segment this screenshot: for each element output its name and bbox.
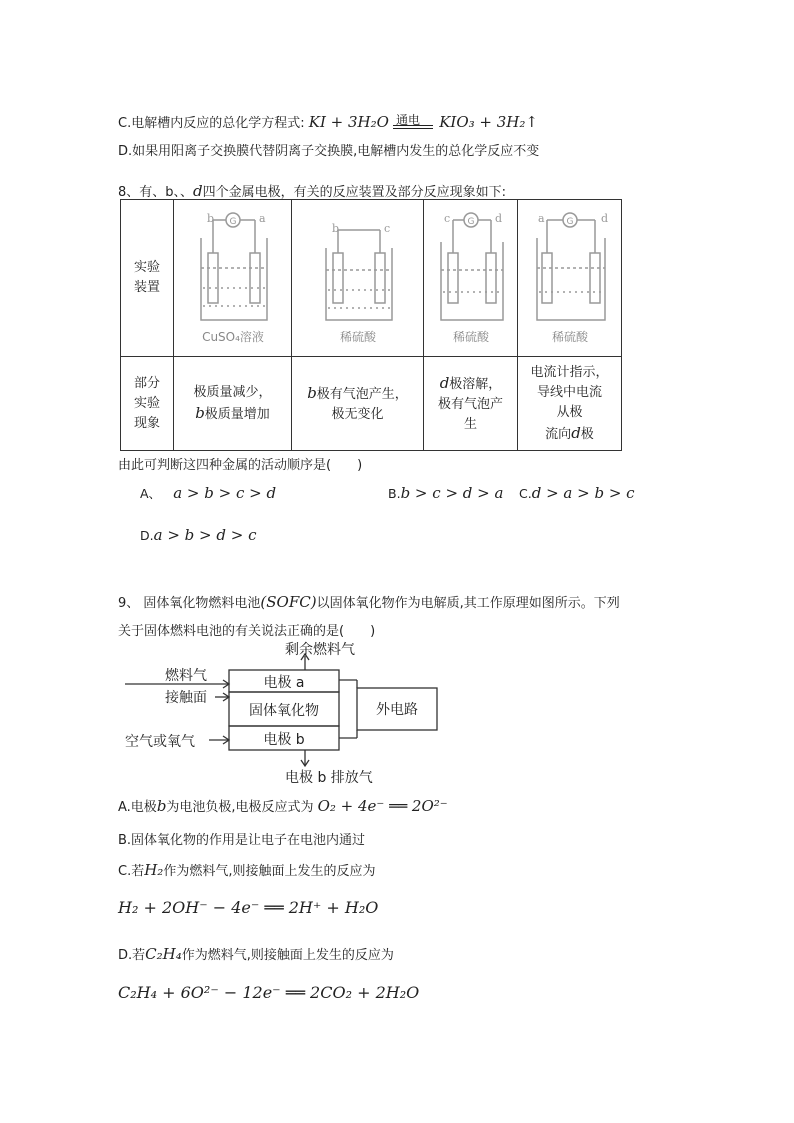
q8-stem-var: d xyxy=(193,182,203,200)
galvanic-cell-3-image xyxy=(429,208,513,348)
q8-option-d xyxy=(140,526,256,544)
q8-apparatus-4 xyxy=(518,200,622,357)
q9-stem-line2: 关于固体燃料电池的有关说法正确的是( ) xyxy=(118,624,376,639)
q8-opt-b-label: B. xyxy=(388,486,401,501)
galvanic-cell-2-image xyxy=(308,208,408,348)
q9-stem-abbr: (SOFC) xyxy=(260,593,317,611)
cell4-left-electrode: a xyxy=(537,212,545,225)
q8-opt-c-label: C. xyxy=(519,486,532,501)
phen3-line1: 极溶解， xyxy=(449,376,502,392)
q8-opt-a-value: a > b > c > d xyxy=(173,484,277,502)
q9-opt-c-formula: H₂ xyxy=(144,861,164,879)
q8-opt-d-label: D. xyxy=(140,528,154,543)
phen4-line3: 从极 xyxy=(556,404,583,420)
phen4-line4-suffix: 极 xyxy=(580,426,594,442)
svg-text:G: G xyxy=(467,217,474,227)
q9-stem-suffix: 以固体氧化物作为电解质,其工作原理如图所示。下列 xyxy=(316,596,620,611)
phen2-line2: 极无变化 xyxy=(331,406,384,422)
phen3-line2: 极有气泡产 xyxy=(437,396,503,412)
galvanic-cell-1-image xyxy=(183,208,283,348)
phen3-line3: 生 xyxy=(463,416,477,432)
q8-opt-b-value: b > c > d > a xyxy=(400,484,504,502)
q8-phenomenon-3 xyxy=(424,357,518,451)
q8-option-a xyxy=(140,484,276,502)
cell4-right-electrode: d xyxy=(600,212,608,225)
galvanic-cell-4-image xyxy=(525,208,615,348)
q9-option-c-equation: H₂ + 2OH⁻ − 4e⁻ ══ 2H⁺ + H₂O xyxy=(118,898,379,917)
q9-opt-c-suffix: 作为燃料气,则接触面上发生的反应为 xyxy=(163,864,376,879)
q9-opt-a-mid: 为电池负极,电极反应式为 xyxy=(166,800,314,815)
cell1-right-electrode: a xyxy=(258,212,266,225)
diagram-top-label: 剩余燃料气 xyxy=(285,642,355,658)
q9-stem-prefix: 9、 固体氧化物燃料电池 xyxy=(118,596,261,611)
cell3-left-electrode: c xyxy=(443,212,450,225)
svg-text:G: G xyxy=(229,217,236,227)
phen1-var: b xyxy=(195,403,205,422)
q7-option-c xyxy=(118,112,538,131)
phen4-line2: 导线中电流 xyxy=(536,384,602,400)
q9-opt-a-var: b xyxy=(156,797,167,815)
q8-apparatus-1 xyxy=(174,200,292,357)
q9-opt-c-prefix: C.若 xyxy=(118,864,145,879)
phen4-line4-prefix: 流向 xyxy=(545,426,572,442)
phen2-line1: 极有气泡产生， xyxy=(316,386,408,402)
q9-stem-line1 xyxy=(118,592,620,611)
q8-question: 由此可判断这四种金属的活动顺序是( ) xyxy=(118,458,363,473)
q9-option-a xyxy=(118,796,448,815)
diagram-electrode-b: 电极 b xyxy=(263,732,305,748)
diagram-external: 外电路 xyxy=(376,702,418,718)
q9-opt-d-formula: C₂H₄ xyxy=(145,945,182,963)
diagram-oxide: 固体氧化物 xyxy=(249,703,319,719)
phen1-line2: 极质量增加 xyxy=(204,406,270,422)
q8-phenomenon-2 xyxy=(292,357,424,451)
diagram-contact-label: 接触面 xyxy=(165,690,207,706)
q9-option-c xyxy=(118,860,375,879)
q8-phenomenon-4 xyxy=(518,357,622,451)
q8-option-b xyxy=(388,484,503,502)
q9-opt-a-prefix: A.电极 xyxy=(118,800,157,815)
diagram-fuel-label: 燃料气 xyxy=(165,668,207,684)
q7-eq-left: KI + 3H₂O xyxy=(308,113,389,131)
q8-row1-label-cell xyxy=(121,200,174,357)
q9-option-d-equation: C₂H₄ + 6O²⁻ − 12e⁻ ══ 2CO₂ + 2H₂O xyxy=(118,983,420,1002)
q8-stem xyxy=(118,181,506,200)
cell2-solution: 稀硫酸 xyxy=(339,330,376,344)
q9-opt-a-eq: O₂ + 4e⁻ ══ 2O²⁻ xyxy=(317,797,448,815)
q9-option-d xyxy=(118,944,394,963)
q9-opt-d-suffix: 作为燃料气,则接触面上发生的反应为 xyxy=(181,948,394,963)
diagram-electrode-a: 电极 a xyxy=(263,675,305,691)
q8-row2-label: 部分实验现象 xyxy=(133,375,160,431)
cell1-left-electrode: b xyxy=(206,212,214,225)
q8-apparatus-3 xyxy=(424,200,518,357)
q7-equal-bar xyxy=(393,125,433,129)
phen4-var: d xyxy=(571,423,581,442)
sofc-diagram xyxy=(125,640,445,785)
q7-eq-right: KIO₃ + 3H₂↑ xyxy=(439,113,538,131)
q7-condition-text: 通电 xyxy=(396,113,421,127)
cell4-solution: 稀硫酸 xyxy=(551,330,588,344)
phen4-line1: 电流计指示， xyxy=(530,364,609,380)
cell3-right-electrode: d xyxy=(494,212,502,225)
q8-row1-label: 实验装置 xyxy=(133,260,160,295)
q8-stem-prefix: 8、有、b、、 xyxy=(118,185,194,200)
cell2-left-electrode: b xyxy=(331,222,339,235)
q8-opt-d-value: a > b > d > c xyxy=(153,526,257,544)
q8-experiment-table xyxy=(120,199,622,451)
phen1-line1: 极质量减少， xyxy=(193,384,272,400)
q7-option-c-text: C.电解槽内反应的总化学方程式: xyxy=(118,116,305,131)
q9-opt-d-prefix: D.若 xyxy=(118,948,146,963)
cell1-solution: CuSO₄溶液 xyxy=(201,330,264,344)
diagram-bottom-label: 电极 b 排放气 xyxy=(285,770,373,785)
phen2-var: b xyxy=(307,383,317,402)
q8-phenomenon-1 xyxy=(174,357,292,451)
q8-stem-suffix: 四个金属电极，有关的反应装置及部分反应现象如下: xyxy=(202,185,507,200)
cell2-right-electrode: c xyxy=(383,222,390,235)
cell3-solution: 稀硫酸 xyxy=(452,330,489,344)
q7-option-d: D.如果用阳离子交换膜代替阴离子交换膜,电解槽内发生的总化学反应不变 xyxy=(118,144,540,159)
svg-text:G: G xyxy=(566,217,573,227)
q8-option-c xyxy=(519,484,635,502)
q9-option-b: B.固体氧化物的作用是让电子在电池内通过 xyxy=(118,833,366,848)
q8-row2-label-cell xyxy=(121,357,174,451)
q8-opt-a-label: A、 xyxy=(140,486,162,501)
q8-opt-c-value: d > a > b > c xyxy=(531,484,635,502)
diagram-air-label: 空气或氧气 xyxy=(125,734,195,750)
phen3-var: d xyxy=(439,373,450,392)
q8-apparatus-2 xyxy=(292,200,424,357)
